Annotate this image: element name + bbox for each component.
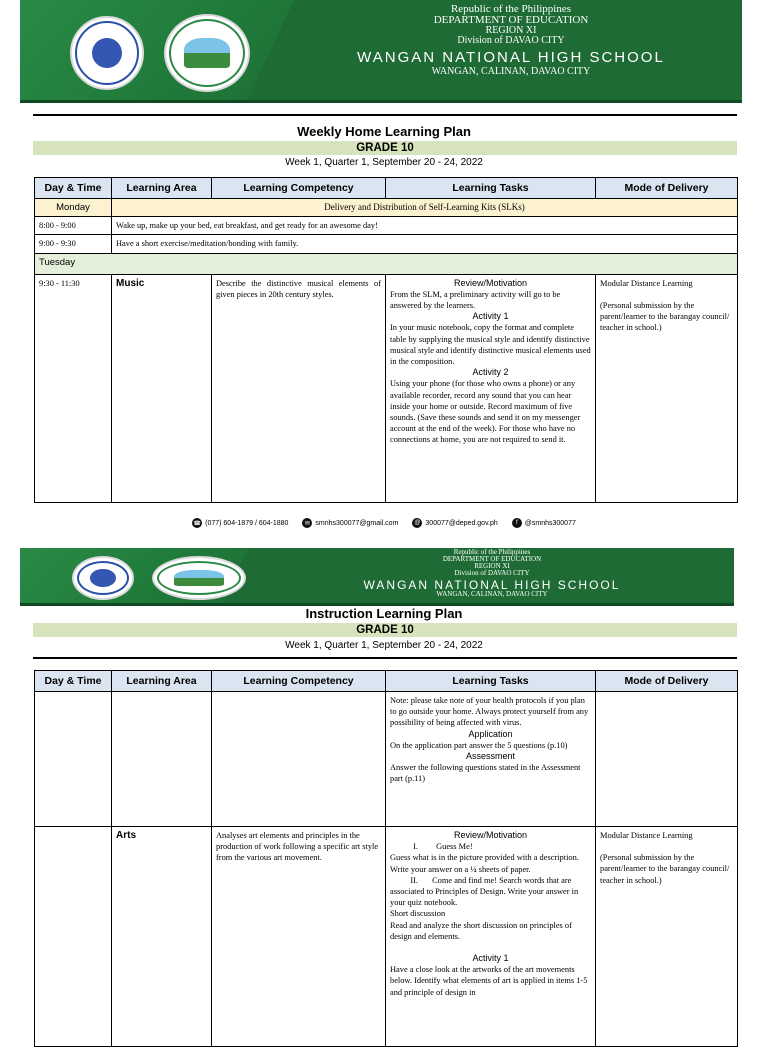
school-name: WANGAN NATIONAL HIGH SCHOOL (357, 49, 665, 66)
table-header-row (35, 178, 738, 199)
week-label: Week 1, Quarter 1, September 20 - 24, 2022 (285, 157, 483, 168)
grade-bar: GRADE 10 (33, 141, 737, 155)
phone-text: (077) 604-1879 / 604-1880 (205, 519, 289, 527)
page-title: Weekly Home Learning Plan (297, 124, 471, 139)
header-learning-area: Learning Area (112, 671, 212, 692)
note-text: Note: please take note of your health protocols if you plan to go outside your home. Always protect yourself from any possibility of being affected with virus. (390, 696, 589, 728)
school-seal-icon (164, 14, 250, 92)
empty-cell (112, 692, 212, 827)
email-text: smnhs300077@gmail.com (315, 519, 399, 527)
header-mode-of-delivery: Mode of Delivery (596, 178, 738, 199)
short-discussion-text: Read and analyze the short discussion on principles of design and elements. (390, 920, 572, 941)
header-day-time: Day & Time (35, 178, 112, 199)
contact-footer (0, 518, 768, 528)
department-label: DEPARTMENT OF EDUCATION (442, 555, 542, 563)
monday-row (35, 199, 738, 217)
music-mode (596, 274, 738, 502)
instruction-plan-table (34, 670, 738, 1047)
routine-text: Have a short exercise/meditation/bonding with family. (112, 235, 738, 253)
facebook-text: @smnhs300077 (524, 519, 576, 527)
empty-cell (596, 692, 738, 827)
header-learning-area: Learning Area (112, 178, 212, 199)
region-label: REGION XI (474, 562, 510, 570)
guess-me-line (390, 841, 591, 852)
music-competency: Describe the distinctive musical elements of given pieces in 20th century styles. (212, 274, 386, 502)
assessment-heading: Assessment (465, 751, 516, 762)
item-number: I. (413, 842, 418, 852)
application-text: On the application part answer the 5 questions (p.10) (390, 740, 568, 750)
activity2-text: Using your phone (for those who owns a phone) or any available recorder, record any sound that you can hear inside your home or outside. Record maximum of five sounds. (Save these sounds and send it on my messenger account at the end of the week). For those who have no connections at home, you are not required to send it. (390, 379, 581, 445)
music-area: Music (116, 277, 145, 289)
find-me-text: Come and find me! Search words that are associated to Principles of Design. Write your answer in your quiz notebook. (390, 875, 579, 908)
arts-area: Arts (116, 830, 137, 841)
header-day-time: Day & Time (35, 671, 112, 692)
activity1-text: Have a close look at the artworks of the art movements below. Identify what elements of art is applied in items 1-5 and principle of design in (390, 965, 588, 997)
application-heading: Application (468, 728, 513, 739)
division-label: Division of DAVAO CITY (454, 569, 530, 577)
page-title: Instruction Learning Plan (305, 606, 463, 621)
at-icon: @ (414, 520, 421, 526)
mode-note: (Personal submission by the parent/learner to the barangay council/ teacher in school.) (600, 300, 730, 333)
facebook-icon: f (512, 518, 522, 528)
mode-label: Modular Distance Learning (600, 831, 693, 840)
activity2-heading: Activity 2 (472, 367, 509, 378)
grade-bar: GRADE 10 (33, 623, 737, 637)
divider (33, 657, 737, 659)
header-learning-tasks: Learning Tasks (386, 671, 596, 692)
school-address: WANGAN, CALINAN, DAVAO CITY (436, 590, 548, 598)
school-name: WANGAN NATIONAL HIGH SCHOOL (363, 578, 621, 592)
activity1-text: In your music notebook, copy the format and complete table by supplying the musical style and identify distinctive musical style and identify distinctive musical elements used in the composition. (390, 323, 591, 367)
school-banner (20, 0, 742, 103)
footer-email (302, 518, 398, 528)
review-heading: Review/Motivation (453, 277, 528, 288)
header-learning-competency: Learning Competency (212, 178, 386, 199)
week-label: Week 1, Quarter 1, September 20 - 24, 2022 (285, 640, 483, 651)
mode-label: Modular Distance Learning (600, 278, 693, 288)
banner-bottom-line (20, 100, 742, 103)
deped-seal-icon (70, 16, 144, 90)
phone-icon: ☎ (192, 518, 202, 528)
arts-area-cell (112, 827, 212, 1047)
mail-icon: ✉ (302, 518, 312, 528)
arts-competency: Analyses art elements and principles in the production of work following a specific art style from the various art movement. (212, 827, 386, 1047)
tuesday-label: Tuesday (35, 253, 738, 274)
school-banner (20, 548, 734, 606)
review-text: From the SLM, a preliminary activity will go to be answered by the learners. (390, 289, 561, 311)
music-row (35, 274, 738, 502)
arts-row (35, 827, 738, 1047)
continuation-tasks (386, 692, 596, 827)
deped-email-text: 300077@deped.gov.ph (425, 519, 498, 527)
routine-time: 8:00 - 9:00 (35, 217, 112, 235)
mode-note: (Personal submission by the parent/learner to the barangay council/ teacher in school.) (600, 853, 730, 885)
header-learning-competency: Learning Competency (212, 671, 386, 692)
guess-me-desc: Guess what is in the picture provided with a description. Write your answer on a ¼ sheets of paper. (390, 853, 579, 874)
find-me-line (390, 875, 591, 909)
banner-text (290, 4, 732, 77)
header-learning-tasks: Learning Tasks (386, 178, 596, 199)
routine-row (35, 217, 738, 235)
deped-seal-icon (72, 556, 134, 600)
school-seal-icon (152, 556, 246, 600)
guess-me-title: Guess Me! (436, 842, 473, 852)
activity1-heading: Activity 1 (472, 311, 509, 322)
arts-mode (596, 827, 738, 1047)
tuesday-row (35, 253, 738, 274)
review-heading: Review/Motivation (453, 830, 528, 840)
region-label: REGION XI (485, 25, 537, 36)
arts-tasks (386, 827, 596, 1047)
empty-cell (35, 692, 112, 827)
continuation-row (35, 692, 738, 827)
empty-cell (35, 827, 112, 1047)
republic-label: Republic of the Philippines (453, 548, 531, 556)
monday-activity: Delivery and Distribution of Self-Learning Kits (SLKs) (112, 199, 738, 217)
music-time: 9:30 - 11:30 (35, 274, 112, 502)
assessment-text: Answer the following questions stated in the Assessment part (p.11) (390, 763, 581, 784)
header-mode-of-delivery: Mode of Delivery (596, 671, 738, 692)
music-area-cell (112, 274, 212, 502)
routine-time: 9:00 - 9:30 (35, 235, 112, 253)
banner-text (260, 549, 724, 598)
weekly-plan-table (34, 177, 738, 503)
department-label: DEPARTMENT OF EDUCATION (433, 14, 589, 26)
routine-row (35, 235, 738, 253)
monday-label: Monday (35, 199, 112, 217)
music-tasks (386, 274, 596, 502)
division-label: Division of DAVAO CITY (457, 35, 565, 46)
footer-facebook (512, 518, 576, 528)
short-discussion-heading: Short discussion (390, 909, 446, 919)
empty-cell (212, 692, 386, 827)
item-number: II. (410, 875, 418, 885)
routine-text: Wake up, make up your bed, eat breakfast, and get ready for an awesome day! (112, 217, 738, 235)
republic-label: Republic of the Philippines (450, 3, 572, 15)
divider (33, 114, 737, 116)
activity1-heading: Activity 1 (472, 953, 509, 964)
table-header-row (35, 671, 738, 692)
footer-deped-email (412, 518, 497, 528)
footer-phone (192, 518, 288, 528)
school-address: WANGAN, CALINAN, DAVAO CITY (431, 66, 591, 77)
